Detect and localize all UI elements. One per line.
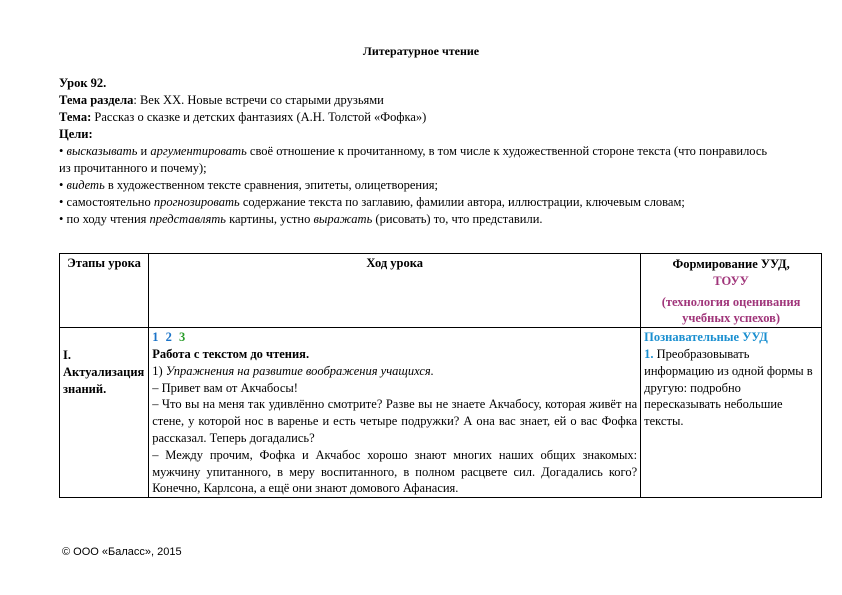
bullet-icon: • (59, 178, 64, 192)
dialog-line: – Привет вам от Акчабосы! (152, 380, 298, 395)
work-heading: Работа с текстом до чтения. (152, 346, 310, 361)
lesson-table (59, 253, 822, 498)
exercise-title: Упражнения на развитие воображения учащихся. (165, 363, 434, 378)
goal-item (59, 177, 779, 194)
copyright-footer: © ООО «Баласс», 2015 (62, 546, 182, 558)
dialog-line: – Что вы на меня так удивлённо смотрите? Разве вы не знаете Акчабосу, которая живёт на стене, у которой нос в варенье и есть четыре подружки? А она вас знает, ей о вас Фофка рассказал. Теперь догадались? (152, 397, 638, 445)
goal-text: картины, устно (225, 212, 314, 226)
topic-label: Тема: (59, 110, 92, 124)
goal-verb: прогнозировать (153, 195, 240, 209)
goal-text: (рисовать) то, что представили. (372, 212, 543, 226)
goals-label: Цели: (59, 127, 93, 141)
section-label: Тема раздела (59, 93, 134, 107)
table-header-row (60, 254, 822, 328)
stage-cell (60, 328, 149, 498)
section-value: : Век XX. Новые встречи со старыми друзьями (133, 93, 384, 107)
goal-text: своё отношение к прочитанному, в том числе к художественной стороне текста (что понравилось из прочитанного и почему); (59, 144, 768, 175)
step-numbers (152, 329, 637, 346)
topic-value: Рассказ о сказке и детских фантазиях (А.Н. Толстой «Фофка») (91, 110, 427, 124)
uud-number: 1. (644, 346, 654, 361)
step-number: 2 (165, 330, 172, 345)
goal-verb: аргументировать (150, 144, 247, 158)
bullet-icon: • (59, 144, 64, 158)
step-number: 3 (178, 330, 186, 345)
uud-item (644, 346, 818, 430)
tech-label: (технология оценивания учебных успехов) (661, 294, 801, 326)
exercise-line (152, 363, 637, 380)
topic-line (59, 109, 779, 126)
lesson-number: Урок 92. (59, 76, 107, 90)
lesson-intro (59, 75, 779, 228)
goal-item (59, 194, 779, 211)
section-line (59, 92, 779, 109)
goal-text: самостоятельно (66, 195, 154, 209)
exercise-number: 1) (152, 363, 166, 378)
table-row (60, 328, 822, 498)
goal-verb: представлять (149, 212, 226, 226)
goal-item (59, 143, 779, 177)
page-title: Литературное чтение (362, 44, 480, 58)
dialog-line: – Между прочим, Фофка и Акчабос хорошо знают многих наших общих знакомых: мужчину упитанного, в меру воспитанного, в полном расцвете сил. Догадались кого? Конечно, Карлсона, а ещё они знают домового Афанасия. (152, 447, 638, 496)
goal-text: в художественном тексте сравнения, эпитеты, олицетворения; (104, 178, 438, 192)
goal-verb: высказывать (66, 144, 138, 158)
goal-text: и (137, 144, 151, 158)
touu-label: ТОУУ (713, 273, 749, 288)
uud-cell (641, 328, 822, 498)
bullet-icon: • (59, 212, 64, 226)
bullet-icon: • (59, 195, 64, 209)
course-cell (149, 328, 641, 498)
goal-text: по ходу чтения (66, 212, 150, 226)
uud-title: Познавательные УУД (644, 330, 768, 345)
goal-verb: видеть (66, 178, 105, 192)
uud-header-label: Формирование УУД, (672, 257, 790, 271)
goal-item (59, 211, 779, 228)
header-uud (641, 254, 822, 328)
header-course: Ход урока (149, 254, 641, 328)
goal-verb: выражать (313, 212, 373, 226)
header-stages: Этапы урока (60, 254, 149, 328)
step-number: 1 (152, 330, 159, 345)
stage-label: I. Актуализация знаний. (63, 348, 145, 396)
uud-text: Преобразовывать информацию из одной формы в другую: подробно пересказывать небольшие тексты. (644, 346, 813, 429)
goal-text: содержание текста по заглавию, фамилии автора, иллюстрации, ключевым словам; (239, 195, 685, 209)
